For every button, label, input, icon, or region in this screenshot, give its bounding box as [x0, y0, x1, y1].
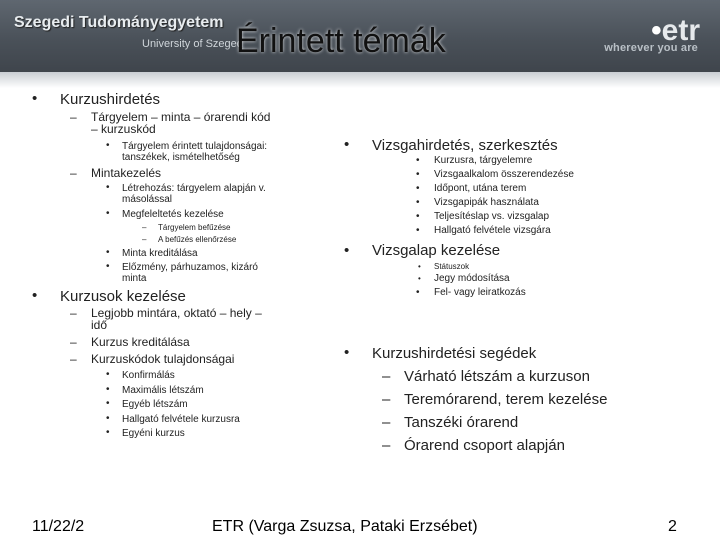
list-item: Tárgyelem érintett tulajdonságai:: [122, 141, 268, 152]
bullet: –: [382, 368, 391, 385]
list-item: Órarend csoport alapján: [404, 437, 565, 454]
list-item: Előzmény, párhuzamos, kizáró: [122, 262, 258, 273]
list-item: Kurzusra, tárgyelemre: [434, 155, 533, 166]
university-name: Szegedi Tudományegyetem: [14, 14, 224, 31]
list-item: Egyéb létszám: [122, 399, 188, 410]
bullet: •: [344, 344, 350, 361]
bullet: •: [416, 287, 420, 298]
list-item: Megfeleltetés kezelése: [122, 209, 224, 220]
page-number: 2: [668, 518, 677, 535]
list-item: – kurzuskód: [91, 122, 156, 136]
bullet: –: [70, 352, 77, 366]
list-item: Maximális létszám: [122, 385, 204, 396]
bullet: •: [416, 197, 420, 208]
bullet: •: [106, 140, 110, 151]
bullet: –: [70, 335, 77, 349]
list-item: Teremórarend, terem kezelése: [404, 391, 608, 408]
bullet: –: [70, 166, 77, 180]
slide-title: Érintett témák: [236, 22, 446, 60]
bullet: •: [344, 136, 350, 153]
list-item: Egyéni kurzus: [122, 428, 185, 439]
list-item: Minta kreditálása: [122, 248, 198, 259]
bullet: •: [106, 261, 110, 272]
logo-wordmark: •etr: [651, 14, 700, 47]
list-item: Jegy módosítása: [434, 273, 510, 284]
list-item: Hallgató felvétele vizsgára: [434, 225, 551, 236]
bullet: –: [70, 110, 77, 124]
bullet: –: [142, 235, 147, 244]
bullet: •: [418, 274, 421, 283]
bullet: –: [382, 437, 391, 454]
university-subtitle: University of Szeged: [142, 38, 243, 50]
bullet: •: [416, 155, 420, 166]
list-item: Vizsgaalkalom összerendezése: [434, 169, 574, 180]
list-item: Legjobb mintára, oktató – hely –: [91, 306, 262, 320]
list-item: másolással: [122, 194, 173, 205]
list-item: Mintakezelés: [91, 166, 162, 180]
bullet: •: [106, 182, 110, 193]
footer-date: 11/22/2: [32, 518, 85, 535]
list-item: Vizsgapipák használata: [434, 197, 539, 208]
etr-logo: [590, 14, 710, 58]
bullet: •: [106, 398, 110, 409]
bullet: •: [416, 183, 420, 194]
bullet: •: [106, 427, 110, 438]
bullet: –: [382, 391, 391, 408]
bullet: •: [416, 225, 420, 236]
bullet: •: [106, 208, 110, 219]
bullet: •: [416, 169, 420, 180]
list-item: Várható létszám a kurzuson: [404, 368, 590, 385]
bullet: •: [416, 211, 420, 222]
list-item: Fel- vagy leiratkozás: [434, 287, 526, 298]
bullet: •: [106, 384, 110, 395]
list-item: Konfirmálás: [122, 370, 175, 381]
bullet: –: [142, 223, 147, 232]
list-item: minta: [122, 273, 147, 284]
list-item: Létrehozás: tárgyelem alapján v.: [122, 183, 266, 194]
list-item: Kurzushirdetés: [60, 91, 161, 108]
list-item: Teljesítéslap vs. vizsgalap: [434, 211, 550, 222]
bullet: •: [32, 90, 38, 107]
list-item: Tárgyelem – minta – órarendi kód: [91, 110, 271, 124]
list-item: Kurzuskódok tulajdonságai: [91, 352, 235, 366]
list-item: A befűzés ellenőrzése: [158, 235, 237, 244]
list-item: Hallgató felvétele kurzusra: [122, 414, 240, 425]
footer-credits: ETR (Varga Zsuzsa, Pataki Erzsébet): [212, 518, 478, 535]
list-item: Tárgyelem befűzése: [158, 223, 231, 232]
bullet: •: [418, 262, 421, 271]
bullet: –: [70, 306, 77, 320]
bullet: •: [106, 413, 110, 424]
list-item: Tanszéki órarend: [404, 414, 519, 431]
list-item: Kurzus kreditálása: [91, 335, 190, 349]
list-item: Időpont, utána terem: [434, 183, 527, 194]
bullet: •: [344, 242, 350, 259]
logo-tagline: wherever you are: [604, 42, 698, 54]
list-item: Vizsgahirdetés, szerkesztés: [372, 137, 558, 154]
list-item: idő: [91, 318, 108, 332]
bullet: •: [106, 369, 110, 380]
header-fade: [0, 72, 720, 88]
bullet: •: [106, 247, 110, 258]
list-item: Státuszok: [434, 262, 470, 271]
list-item: Kurzushirdetési segédek: [372, 345, 537, 362]
list-item: Vizsgalap kezelése: [372, 242, 501, 259]
list-item: tanszékek, ismételhetőség: [122, 152, 240, 163]
bullet: –: [382, 414, 391, 431]
bullet: •: [32, 287, 38, 304]
list-item: Kurzusok kezelése: [60, 288, 186, 305]
